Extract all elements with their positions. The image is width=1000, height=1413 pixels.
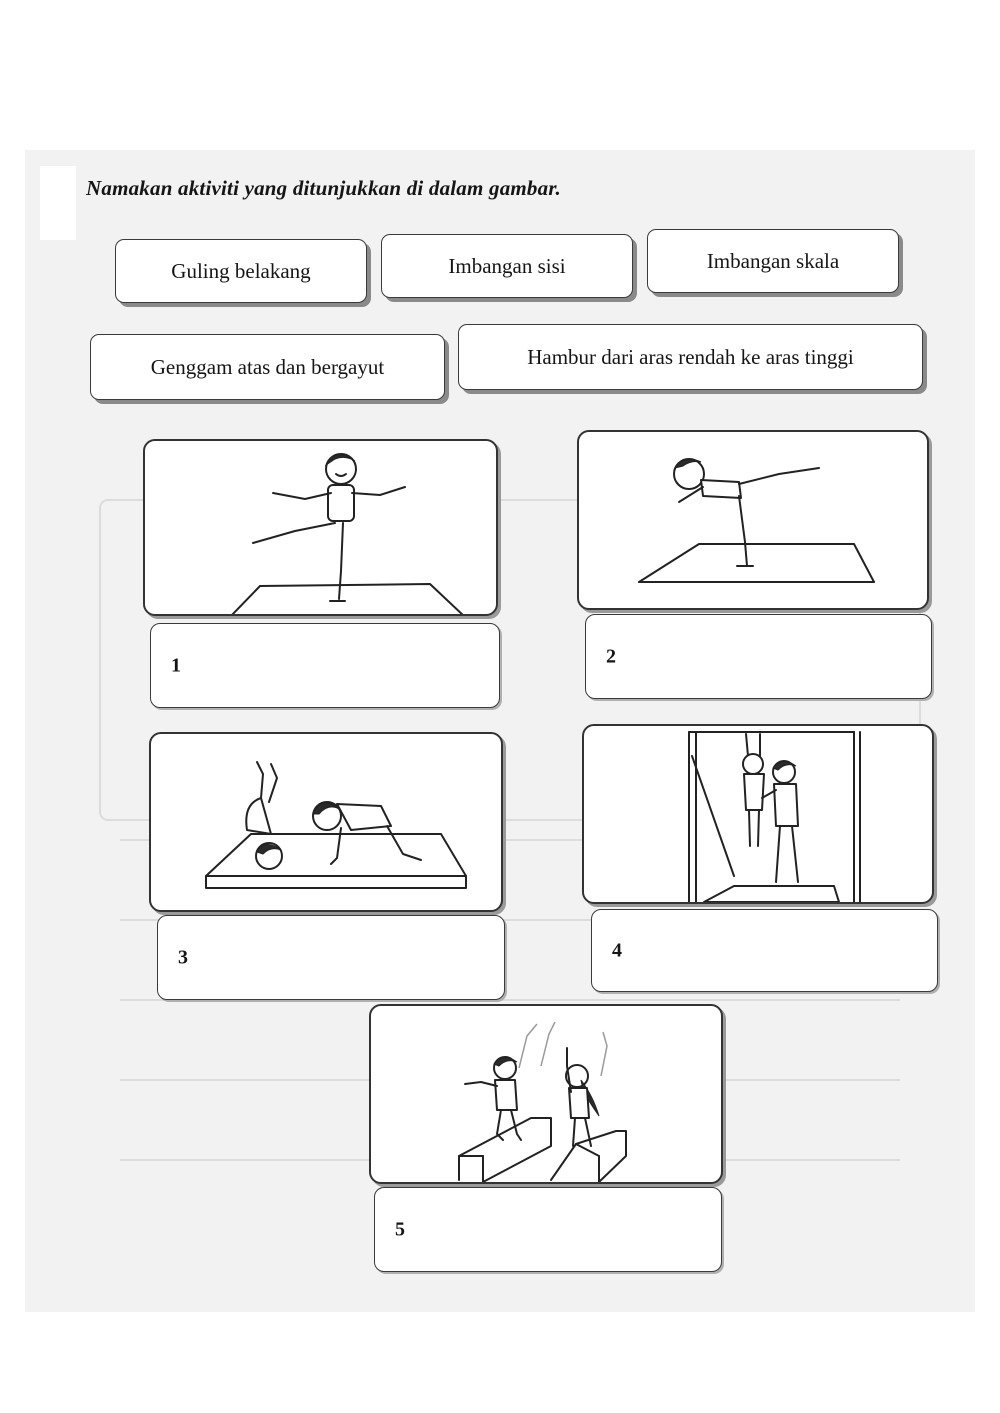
answer-box-1[interactable] — [150, 623, 500, 708]
picture-frame-1 — [143, 439, 498, 616]
answer-number: 3 — [178, 946, 188, 968]
picture-frame-4 — [582, 724, 934, 904]
answer-number: 1 — [171, 654, 181, 676]
answer-box-4[interactable] — [591, 909, 938, 992]
answer-number: 2 — [606, 645, 616, 667]
jump-low-to-high-illustration — [371, 1006, 723, 1184]
answer-box-5[interactable] — [374, 1187, 722, 1272]
picture-frame-3 — [149, 732, 503, 912]
scale-balance-illustration — [579, 432, 929, 610]
option-card-genggam-atas[interactable]: Genggam atas dan bergayut — [90, 334, 445, 400]
answer-number: 5 — [395, 1218, 405, 1240]
side-balance-illustration — [145, 441, 498, 616]
option-card-hambur[interactable]: Hambur dari aras rendah ke aras tinggi — [458, 324, 923, 390]
backward-roll-illustration — [151, 734, 503, 912]
instruction-text: Namakan aktiviti yang ditunjukkan di dalam gambar. — [86, 176, 561, 200]
answer-number: 4 — [612, 939, 622, 961]
grip-and-hang-illustration — [584, 726, 934, 904]
picture-frame-2 — [577, 430, 929, 610]
picture-frame-5 — [369, 1004, 723, 1184]
answer-box-2[interactable] — [585, 614, 932, 699]
option-card-imbangan-sisi[interactable]: Imbangan sisi — [381, 234, 633, 298]
option-card-imbangan-skala[interactable]: Imbangan skala — [647, 229, 899, 293]
page-tab — [40, 166, 76, 240]
option-card-guling-belakang[interactable]: Guling belakang — [115, 239, 367, 303]
answer-box-3[interactable] — [157, 915, 505, 1000]
